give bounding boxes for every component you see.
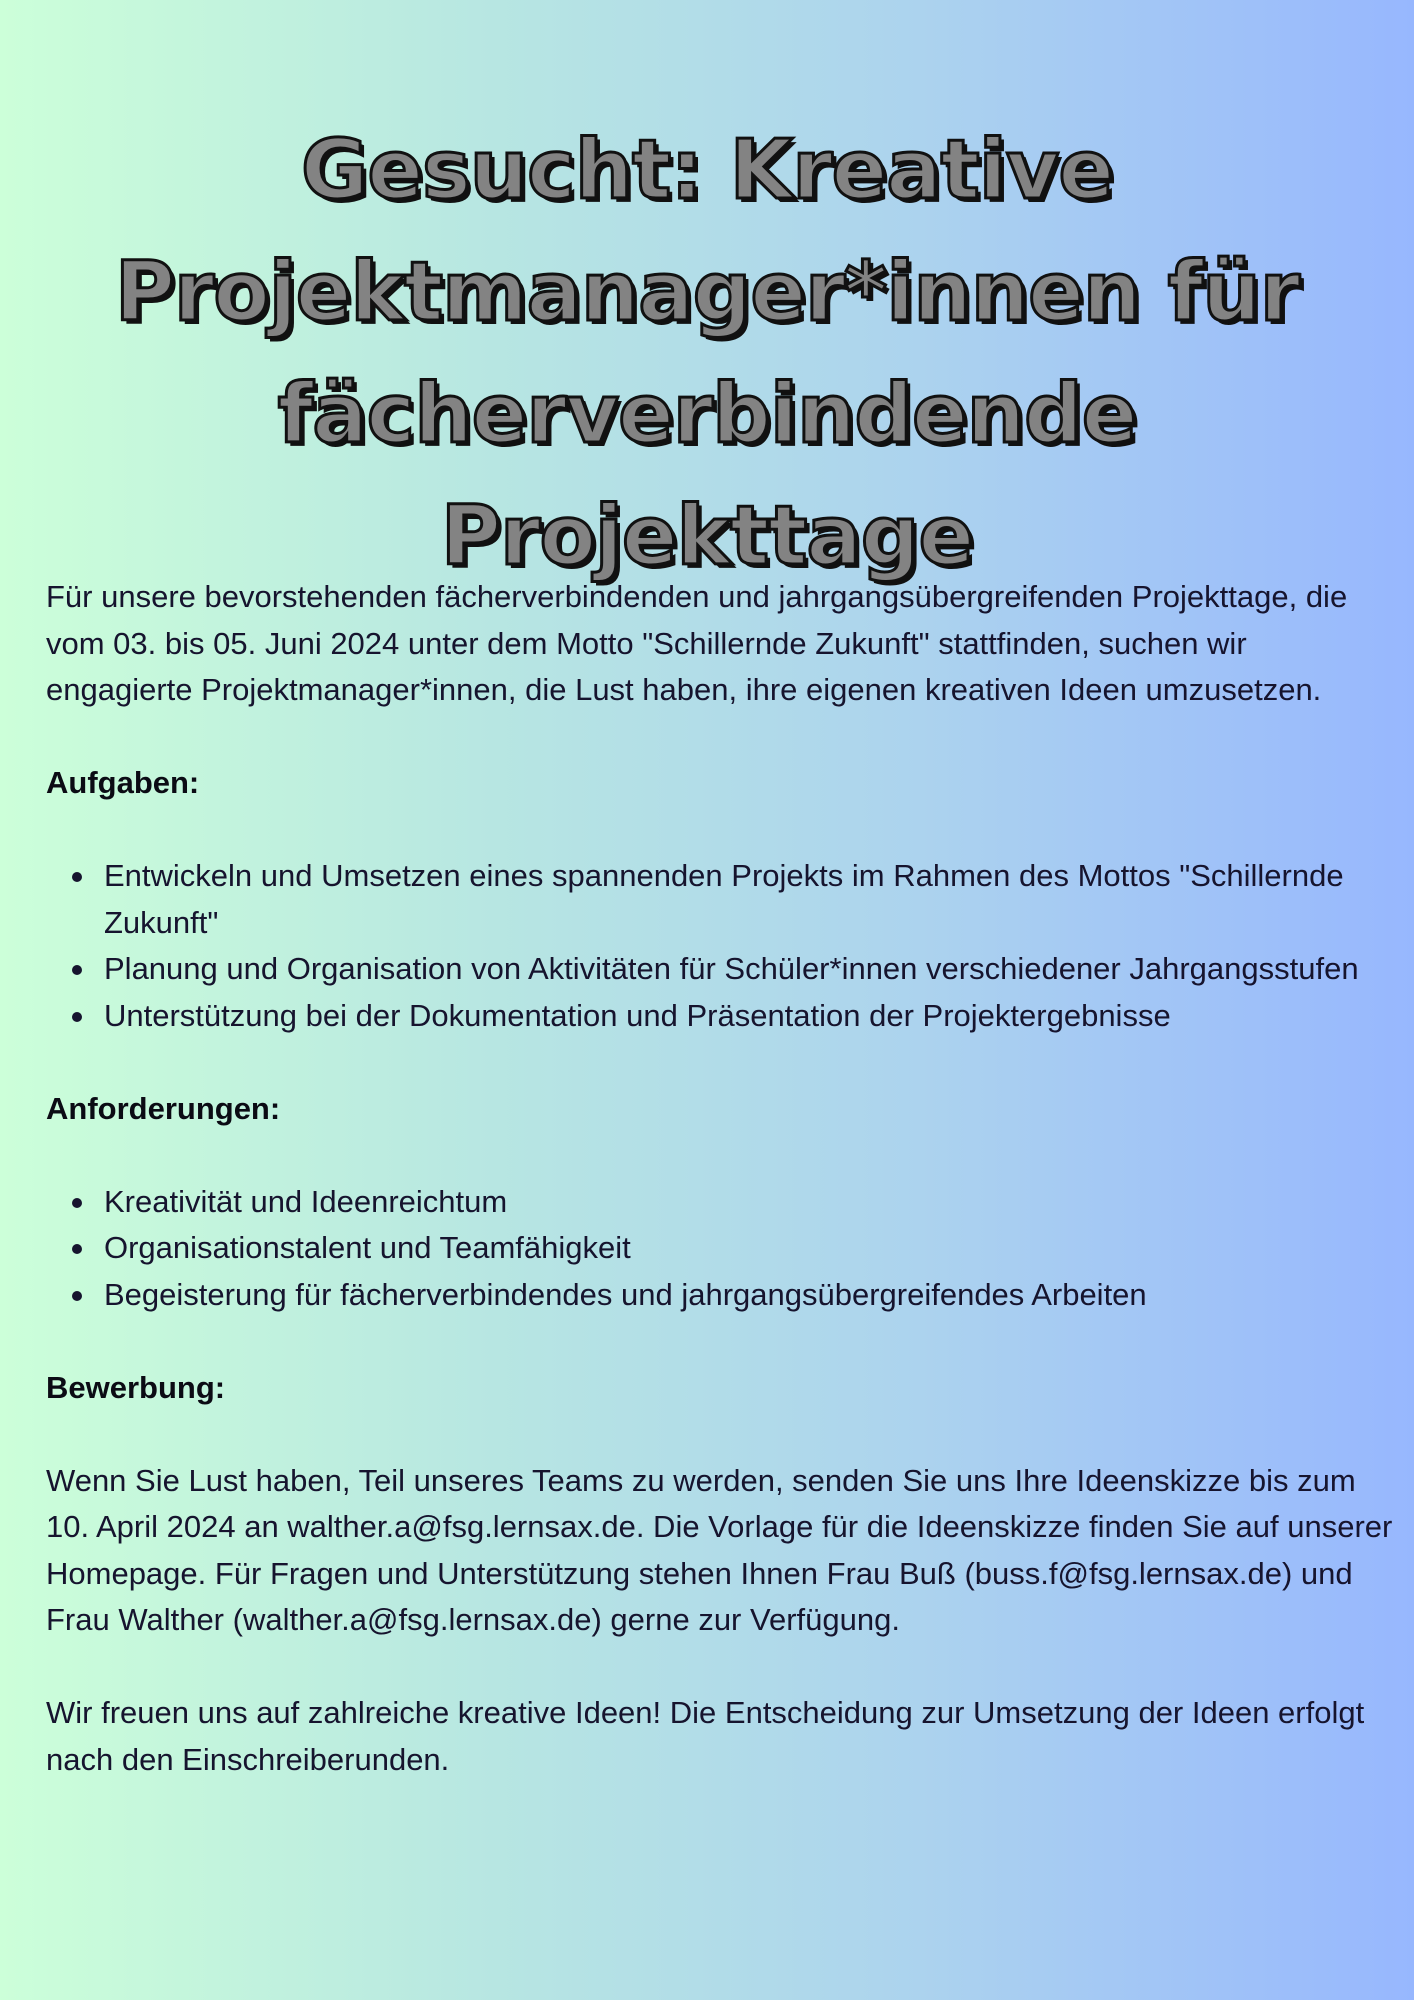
list-item [104,1272,1396,1319]
list-item-text: Entwickeln und Umsetzen eines spannenden Projekts im Rahmen des Mottos "Schillernde Zukunft" [104,858,1344,940]
bullet-icon [72,1244,82,1254]
list-item [104,1179,1396,1226]
flyer-title [20,110,1394,598]
list-item-text: Kreativität und Ideenreichtum [104,1183,508,1219]
requirements-heading: Anforderungen: [46,1090,281,1126]
list-item-text: Planung und Organisation von Aktivitäten für Schüler*innen verschiedener Jahrgangsstufen [104,951,1359,986]
bullet-icon [72,1012,82,1022]
spacer [46,1039,1396,1086]
title-line-3: fächerverbindende Projekttage [277,367,1137,584]
spacer [46,1318,1396,1365]
bullet-icon [72,1198,82,1208]
spacer [46,807,1396,854]
spacer [46,714,1396,761]
bullet-icon [72,965,82,975]
flyer-body [46,574,1396,1783]
list-item-text: Begeisterung für fächerverbindendes und jahrgangsübergreifendes Arbeiten [104,1276,1147,1312]
list-item [104,853,1396,946]
bullet-icon [72,872,82,882]
list-item-text: Unterstützung bei der Dokumentation und Präsentation der Projektergebnisse [104,997,1171,1033]
application-paragraph: Wenn Sie Lust haben, Teil unseres Teams zu werden, senden Sie uns Ihre Ideenskizze bis zum 10. April 2024 an walther.a@fsg.lernsax.de. Die Vorlage für die Ideenskizze finden Sie auf unserer Homepage. Für Fragen und Unterstützung stehen Ihnen Frau Buß (buss.f@fsg.lernsax.de) und Frau Walther (walther.a@fsg.lernsax.de) gerne zur Verfügung. [46,1462,1393,1637]
title-line-1: Gesucht: Kreative [301,123,1113,218]
list-item [104,1225,1396,1272]
list-item-text: Organisationstalent und Teamfähigkeit [104,1230,631,1265]
application-heading: Bewerbung: [46,1369,226,1405]
spacer [46,1411,1396,1458]
requirements-list [46,1179,1396,1319]
title-line-2: Projektmanager*innen für [114,245,1300,340]
tasks-list [46,853,1396,1039]
list-item [104,993,1396,1040]
spacer [46,1644,1396,1691]
bullet-icon [72,1291,82,1301]
closing-paragraph: Wir freuen uns auf zahlreiche kreative Ideen! Die Entscheidung zur Umsetzung der Ideen erfolgt nach den Einschreiberunden. [46,1695,1365,1777]
tasks-heading: Aufgaben: [46,765,200,800]
list-item [104,946,1396,993]
spacer [46,1132,1396,1179]
intro-paragraph: Für unsere bevorstehenden fächerverbindenden und jahrgangsübergreifenden Projekttage, die vom 03. bis 05. Juni 2024 unter dem Motto "Schillernde Zukunft" stattfinden, suchen wir engagierte Projektmanager*innen, die Lust haben, ihre eigenen kreativen Ideen umzusetzen. [46,579,1348,707]
